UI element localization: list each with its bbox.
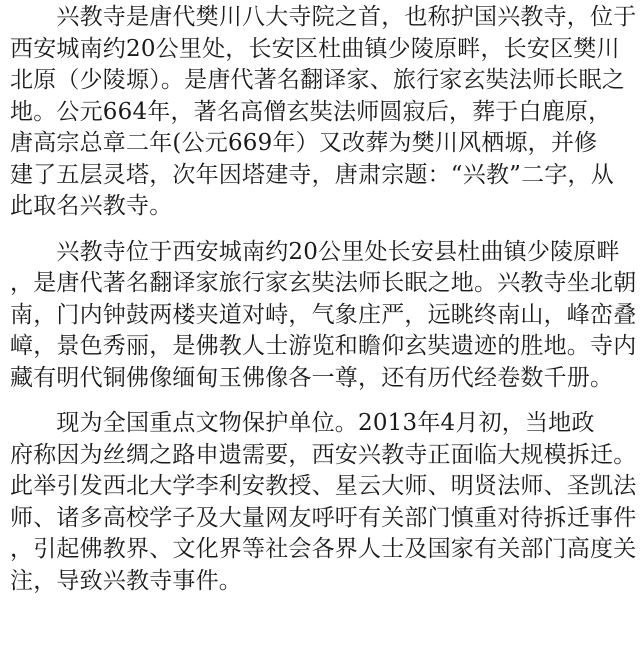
text-line: 嶂，景色秀丽，是佛教人士游览和瞻仰玄奘遗迹的胜地。寺内 <box>10 333 637 359</box>
text-line: 兴教寺位于西安城南约20公里处长安县杜曲镇少陵原畔 <box>10 238 620 265</box>
text-line: 此举引发西北大学李利安教授、星云大师、明贤法师、圣凯法 <box>10 473 637 499</box>
text-line: 注，导致兴教寺事件。 <box>10 567 242 594</box>
text-line: ，引起佛教界、文化界等社会各界人士及国家有关部门高度关 <box>10 536 637 562</box>
text-line: 藏有明代铜佛像缅甸玉佛像各一尊，还有历代经卷数千册。 <box>10 364 614 391</box>
paragraph-3 <box>10 408 636 597</box>
text-line: 府称因为丝绸之路申遗需要，西安兴教寺正面临大规模拆迁。 <box>10 441 637 468</box>
text-line: 现为全国重点文物保护单位。2013年4月初，当地政 <box>10 410 595 436</box>
text-line: 地。公元664年，著名高僧玄奘法师圆寂后，葬于白鹿原， <box>10 98 612 125</box>
text-line: 兴教寺是唐代樊川八大寺院之首，也称护国兴教寺，位于 <box>10 4 637 30</box>
text-line: 建了五层灵塔，次年因塔建寺，唐肃宗题：“兴教”二字，从 <box>10 161 614 188</box>
paragraph-2 <box>10 237 636 395</box>
text-line: 北原（少陵塬）。是唐代著名翻译家、旅行家玄奘法师长眠之 <box>10 67 625 93</box>
article-body <box>10 2 636 597</box>
text-line: 唐高宗总章二年(公元669年）又改葬为樊川风栖塬，并修 <box>10 130 598 156</box>
paragraph-1 <box>10 2 636 223</box>
text-line: ，是唐代著名翻译家旅行家玄奘法师长眠之地。兴教寺坐北朝 <box>10 270 637 296</box>
text-line: 南，门内钟鼓两楼夹道对峙，气象庄严，远眺终南山，峰峦叠 <box>10 301 637 328</box>
text-line: 西安城南约20公里处，长安区杜曲镇少陵原畔，长安区樊川 <box>10 35 620 62</box>
text-line: 师、诸多高校学子及大量网友呼吁有关部门慎重对待拆迁事件 <box>10 504 637 531</box>
text-line: 此取名兴教寺。 <box>10 193 173 219</box>
